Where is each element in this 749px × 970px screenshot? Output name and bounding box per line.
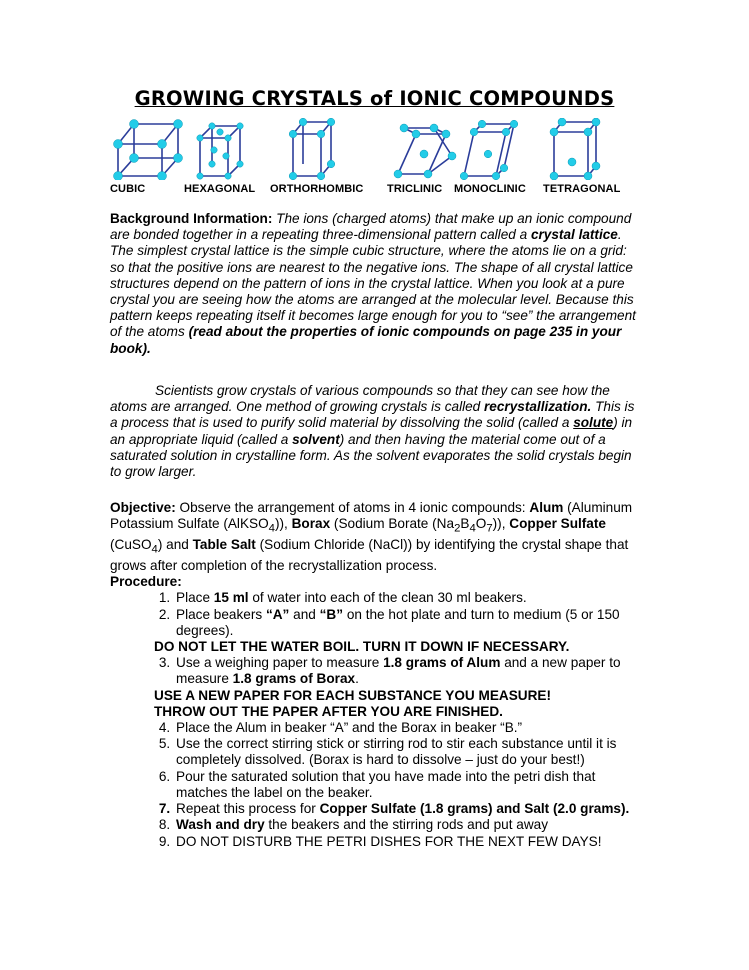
label-monoclinic: MONOCLINIC bbox=[454, 183, 526, 195]
list-item: 3. Use a weighing paper to measure 1.8 grams of Alum and a new paper to measure 1.8 grams of Borax. bbox=[174, 655, 640, 687]
triclinic-lattice-icon bbox=[390, 118, 460, 180]
list-item: 8. Wash and dry the beakers and the stirring rods and put away bbox=[174, 817, 640, 833]
scientists-paragraph: Scientists grow crystals of various compounds so that they can see how the atoms are arranged. One method of growing crystals is called recrystallization. This is a process that is used to purify solid material by dissolving the solid (called a solute) in an appropriate liquid (called a solvent) and then having the material come out of a saturated solution in crystalline form. As the solvent evaporates the solid crystals begin to grow larger. bbox=[110, 383, 635, 480]
list-item: 9. DO NOT DISTURB THE PETRI DISHES FOR THE NEXT FEW DAYS! bbox=[174, 834, 640, 850]
monoclinic-lattice-icon bbox=[458, 118, 520, 180]
list-item: 7. Repeat this process for Copper Sulfate (1.8 grams) and Salt (2.0 grams). bbox=[174, 801, 640, 817]
procedure-steps-3 bbox=[110, 720, 640, 850]
orthorhombic-lattice-icon bbox=[283, 118, 343, 180]
cubic-lattice-icon bbox=[110, 118, 190, 180]
procedure-label: Procedure: bbox=[110, 574, 182, 590]
list-item: 5. Use the correct stirring stick or stirring rod to stir each substance until it is completely dissolved. (Borax is hard to dissolve – just do your best!) bbox=[174, 736, 640, 768]
page-title: GROWING CRYSTALS of IONIC COMPOUNDS bbox=[134, 87, 615, 110]
warning-throw-out: THROW OUT THE PAPER AFTER YOU ARE FINISHED. bbox=[154, 703, 503, 719]
procedure-steps-2 bbox=[110, 655, 640, 687]
label-cubic: CUBIC bbox=[110, 183, 146, 195]
label-triclinic: TRICLINIC bbox=[387, 183, 443, 195]
list-item: 4. Place the Alum in beaker “A” and the Borax in beaker “B.” bbox=[174, 720, 640, 736]
tetragonal-lattice-icon bbox=[548, 118, 606, 180]
list-item: 1. Place 15 ml of water into each of the clean 30 ml beakers. bbox=[174, 590, 640, 606]
procedure-steps bbox=[110, 590, 640, 639]
list-item: 6. Pour the saturated solution that you have made into the petri dish that matches the label on the beaker. bbox=[174, 769, 640, 801]
warning-no-boil: DO NOT LET THE WATER BOIL. TURN IT DOWN IF NECESSARY. bbox=[154, 639, 570, 655]
background-label: Background Information: bbox=[110, 211, 273, 226]
background-paragraph: Background Information: The ions (charged atoms) that make up an ionic compound are bonded together in a repeating three-dimensional pattern called a crystal lattice. The simplest crystal lattice is the simple cubic structure, where the atoms lie on a grid: so that the positive ions are nearest to the negative ions. The shape of all crystal lattice structures depend on the pattern of ions in the crystal lattice. When you look at a pure crystal you are seeing how the atoms are arranged at the molecular level. Because this pattern keeps repeating itself it becomes large enough for you to “see” the arrangement of the atoms (read about the properties of ionic compounds on page 235 in your book). bbox=[110, 211, 636, 356]
hexagonal-lattice-icon bbox=[192, 118, 250, 180]
list-item: 2. Place beakers “A” and “B” on the hot plate and turn to medium (5 or 150 degrees). bbox=[174, 607, 640, 639]
objective-paragraph: Objective: Observe the arrangement of atoms in 4 ionic compounds: Alum (Aluminum Potassium Sulfate (AlKSO$_4$)), Borax (Sodium Borate $(Na_2B_4O_7)$), Copper Sulfate (CuSO$_4$) and Table Salt (Sodium Chloride (NaCl)) by identifying the crystal shape that grows after completion of the recrystallization process. bbox=[110, 500, 633, 574]
label-orthorhombic: ORTHORHOMBIC bbox=[270, 183, 364, 195]
label-tetragonal: TETRAGONAL bbox=[543, 183, 621, 195]
objective-procedure bbox=[110, 500, 640, 850]
label-hexagonal: HEXAGONAL bbox=[184, 183, 256, 195]
warning-new-paper: USE A NEW PAPER FOR EACH SUBSTANCE YOU MEASURE! bbox=[154, 687, 552, 703]
